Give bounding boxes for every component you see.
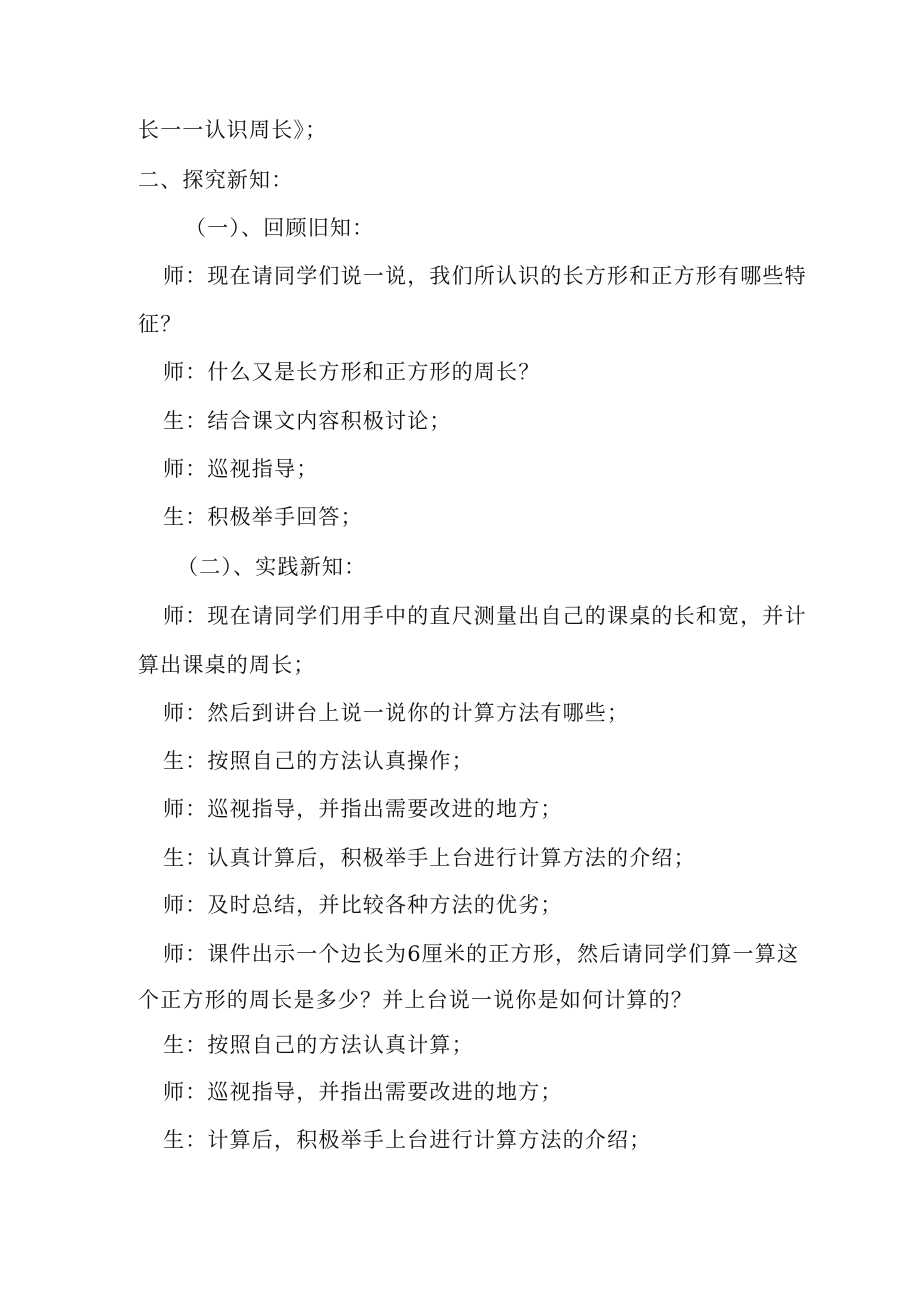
text-line-14: 生：按照自己的方法认真操作； (163, 749, 474, 773)
text-line-7: 生：结合课文内容积极讨论； (163, 409, 452, 433)
text-line-1: 长一一认识周长》； (138, 118, 328, 142)
text-line-4: 师：现在请同学们说一说，我们所认识的长方形和正方形有哪些特 (163, 264, 807, 288)
text-line-18: 师：课件出示一个边长为6厘米的正方形，然后请同学们算一算这 (163, 942, 800, 966)
text-line-6: 师：什么又是长方形和正方形的周长？ (163, 360, 541, 384)
text-line-20: 生：按照自己的方法认真计算； (163, 1033, 474, 1057)
text-line-22: 生：计算后，积极举手上台进行计算方法的介绍； (163, 1128, 652, 1152)
text-line-8: 师：巡视指导； (163, 457, 319, 481)
text-line-21: 师：巡视指导，并指出需要改进的地方； (163, 1080, 563, 1104)
text-line-5: 征？ (138, 312, 183, 336)
subsection-heading-review: （一）、回顾旧知： (185, 216, 375, 240)
subsection-heading-practice: （二）、实践新知： (177, 555, 367, 579)
text-line-16: 生：认真计算后，积极举手上台进行计算方法的介绍； (163, 846, 696, 870)
section-heading-explore: 二、探究新知： (138, 168, 294, 192)
text-line-17: 师：及时总结，并比较各种方法的优劣； (163, 893, 563, 917)
text-line-9: 生：积极举手回答； (163, 505, 363, 529)
text-line-19: 个正方形的周长是多少？并上台说一说你是如何计算的？ (138, 988, 693, 1012)
text-line-15: 师：巡视指导，并指出需要改进的地方； (163, 797, 563, 821)
text-line-12: 算出课桌的周长； (138, 653, 316, 677)
text-line-13: 师：然后到讲台上说一说你的计算方法有哪些； (163, 701, 630, 725)
text-line-11: 师：现在请同学们用手中的直尺测量出自己的课桌的长和宽，并计 (163, 604, 807, 628)
